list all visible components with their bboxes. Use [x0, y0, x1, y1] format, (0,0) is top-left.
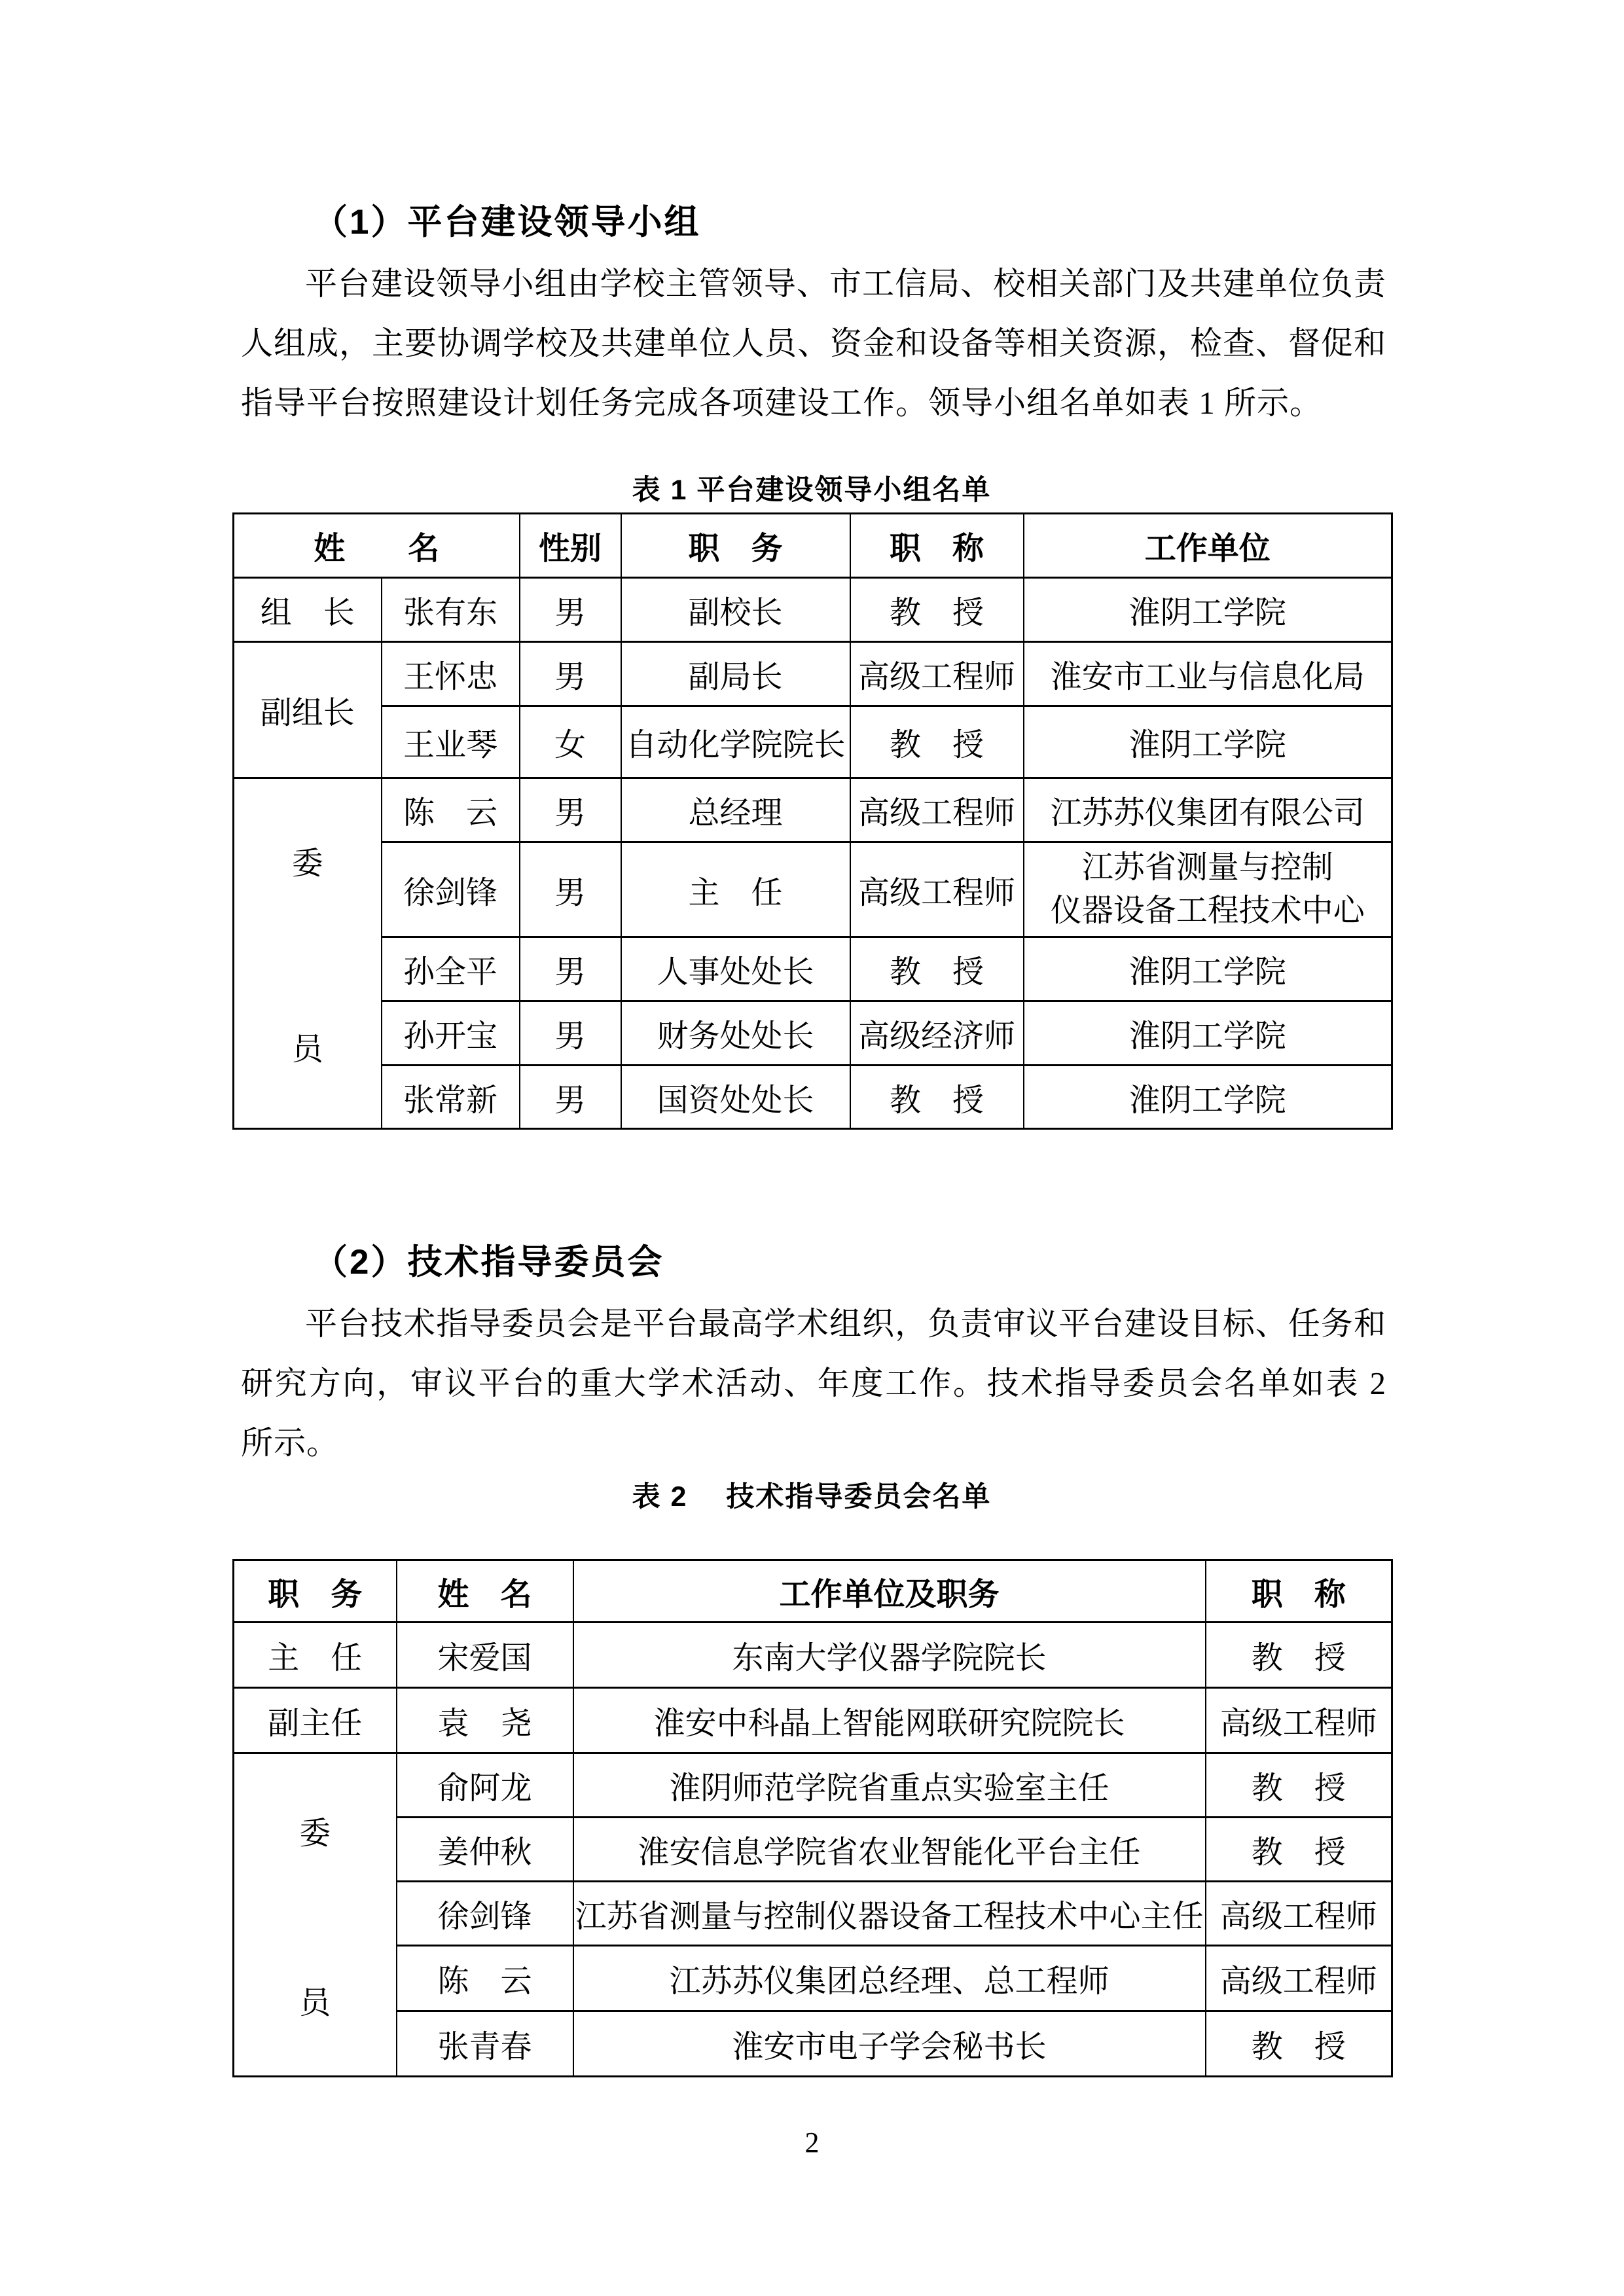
col-header-unit: 工作单位及职务: [573, 1560, 1206, 1623]
role-cell-members: [234, 778, 382, 1129]
name-cell: 王业琴: [382, 706, 520, 778]
paragraph-line: 人组成，主要协调学校及共建单位人员、资金和设备等相关资源，检查、督促和: [241, 325, 1387, 361]
paragraph-line: 研究方向，审议平台的重大学术活动、年度工作。技术指导委员会名单如表 2: [241, 1365, 1386, 1401]
unit-line1: 江苏省测量与控制: [1081, 850, 1333, 885]
title-cell: 教 授: [1206, 1818, 1392, 1882]
sex-cell: 男: [520, 778, 621, 842]
title-cell: 教 授: [1206, 1753, 1392, 1818]
sex-cell: 男: [520, 1066, 621, 1129]
duty-cell: 副局长: [621, 642, 850, 706]
role-cell: 副主任: [234, 1688, 397, 1753]
unit-cell: 淮阴工学院: [1024, 578, 1392, 642]
table1-leadership-group: [232, 512, 1393, 1130]
name-cell: 徐剑锋: [382, 842, 520, 937]
col-header-sex: 性别: [520, 514, 621, 578]
table2-caption: 表 2 技术指导委员会名单: [632, 1481, 992, 1513]
name-cell: 徐剑锋: [397, 1882, 573, 1946]
unit-cell: 江苏省测量与控制仪器设备工程技术中心主任: [573, 1882, 1206, 1946]
role-cell: 组 长: [234, 578, 382, 642]
name-cell: 袁 尧: [397, 1688, 573, 1753]
name-cell: 陈 云: [382, 778, 520, 842]
table-header-row: [234, 514, 1392, 578]
table-row: [234, 642, 1392, 706]
col-header-title: 职 称: [850, 514, 1024, 578]
duty-cell: 国资处处长: [621, 1066, 850, 1129]
table-row: [234, 578, 1392, 642]
title-cell: 教 授: [850, 937, 1024, 1001]
table-row: [234, 1882, 1392, 1946]
name-cell: 陈 云: [397, 1946, 573, 2011]
name-cell: 孙全平: [382, 937, 520, 1001]
duty-cell: 副校长: [621, 578, 850, 642]
title-cell: 教 授: [1206, 2011, 1392, 2077]
unit-cell: 淮安中科晶上智能网联研究院院长: [573, 1688, 1206, 1753]
duty-cell: 财务处处长: [621, 1001, 850, 1066]
unit-cell: 淮安信息学院省农业智能化平台主任: [573, 1818, 1206, 1882]
name-cell: 张青春: [397, 2011, 573, 2077]
sex-cell: 男: [520, 578, 621, 642]
name-cell: 宋爱国: [397, 1623, 573, 1688]
unit-cell: 淮阴工学院: [1024, 1001, 1392, 1066]
col-header-name: 姓 名: [397, 1560, 573, 1623]
role-char-top: 委: [299, 1816, 331, 1851]
section1-heading: （1）平台建设领导小组: [313, 203, 701, 242]
title-cell: 高级工程师: [1206, 1882, 1392, 1946]
name-cell: 俞阿龙: [397, 1753, 573, 1818]
title-cell: 高级工程师: [1206, 1946, 1392, 2011]
table-header-row: [234, 1560, 1392, 1623]
paragraph-line: 平台技术指导委员会是平台最高学术组织，负责审议平台建设目标、任务和: [305, 1306, 1386, 1342]
duty-cell: 总经理: [621, 778, 850, 842]
title-cell: 教 授: [1206, 1623, 1392, 1688]
sex-cell: 男: [520, 937, 621, 1001]
unit-cell: 淮阴工学院: [1024, 706, 1392, 778]
role-cell: 副组长: [234, 642, 382, 778]
table-row: [234, 1001, 1392, 1066]
role-cell: 主 任: [234, 1623, 397, 1688]
role-cell-members: [234, 1753, 397, 2077]
col-header-role: 职 务: [234, 1560, 397, 1623]
title-cell: 高级工程师: [850, 842, 1024, 937]
section1-paragraph: [241, 254, 1386, 433]
title-cell: 高级工程师: [1206, 1688, 1392, 1753]
table-row: [234, 937, 1392, 1001]
title-cell: 教 授: [850, 578, 1024, 642]
name-cell: 张常新: [382, 1066, 520, 1129]
table-row: [234, 1753, 1392, 1818]
unit-cell: 东南大学仪器学院院长: [573, 1623, 1206, 1688]
role-char-bottom: 员: [291, 1032, 323, 1067]
title-cell: 教 授: [850, 706, 1024, 778]
title-cell: 高级工程师: [850, 642, 1024, 706]
page-number: 2: [804, 2126, 820, 2159]
unit-cell: 淮阴师范学院省重点实验室主任: [573, 1753, 1206, 1818]
sex-cell: 女: [520, 706, 621, 778]
duty-cell: 主 任: [621, 842, 850, 937]
table-row: [234, 1688, 1392, 1753]
unit-cell: 江苏苏仪集团总经理、总工程师: [573, 1946, 1206, 2011]
table-row: [234, 1946, 1392, 2011]
name-cell: 姜仲秋: [397, 1818, 573, 1882]
name-cell: 张有东: [382, 578, 520, 642]
col-header-title: 职 称: [1206, 1560, 1392, 1623]
title-cell: 高级工程师: [850, 778, 1024, 842]
col-header-duty: 职 务: [621, 514, 850, 578]
table-row: [234, 2011, 1392, 2077]
col-header-unit: 工作单位: [1024, 514, 1392, 578]
role-char-bottom: 员: [299, 1985, 331, 2020]
unit-cell: 淮安市电子学会秘书长: [573, 2011, 1206, 2077]
name-cell: 孙开宝: [382, 1001, 520, 1066]
unit-cell: 淮阴工学院: [1024, 937, 1392, 1001]
sex-cell: 男: [520, 642, 621, 706]
unit-cell: 淮安市工业与信息化局: [1024, 642, 1392, 706]
name-cell: 王怀忠: [382, 642, 520, 706]
section2-heading: （2）技术指导委员会: [313, 1243, 664, 1282]
title-cell: 高级经济师: [850, 1001, 1024, 1066]
paragraph-line: 指导平台按照建设计划任务完成各项建设工作。领导小组名单如表 1 所示。: [241, 385, 1323, 421]
section2-paragraph: [241, 1294, 1386, 1473]
title-cell: 教 授: [850, 1066, 1024, 1129]
table-row: [234, 842, 1392, 937]
unit-cell: [1024, 842, 1392, 937]
duty-cell: 人事处处长: [621, 937, 850, 1001]
table-row: [234, 1066, 1392, 1129]
paragraph-line: 平台建设领导小组由学校主管领导、市工信局、校相关部门及共建单位负责: [305, 266, 1386, 302]
table-row: [234, 1623, 1392, 1688]
table-row: [234, 706, 1392, 778]
duty-cell: 自动化学院院长: [621, 706, 850, 778]
table-row: [234, 1818, 1392, 1882]
unit-line2: 仪器设备工程技术中心: [1050, 893, 1365, 928]
sex-cell: 男: [520, 842, 621, 937]
table1-caption: 表 1 平台建设领导小组名单: [632, 475, 992, 506]
unit-cell: 江苏苏仪集团有限公司: [1024, 778, 1392, 842]
sex-cell: 男: [520, 1001, 621, 1066]
table-row: [234, 778, 1392, 842]
paragraph-line: 所示。: [241, 1425, 340, 1461]
role-char-top: 委: [291, 846, 323, 881]
col-header-name: 姓 名: [234, 514, 520, 578]
table2-technical-committee: [232, 1559, 1393, 2077]
unit-cell: 淮阴工学院: [1024, 1066, 1392, 1129]
